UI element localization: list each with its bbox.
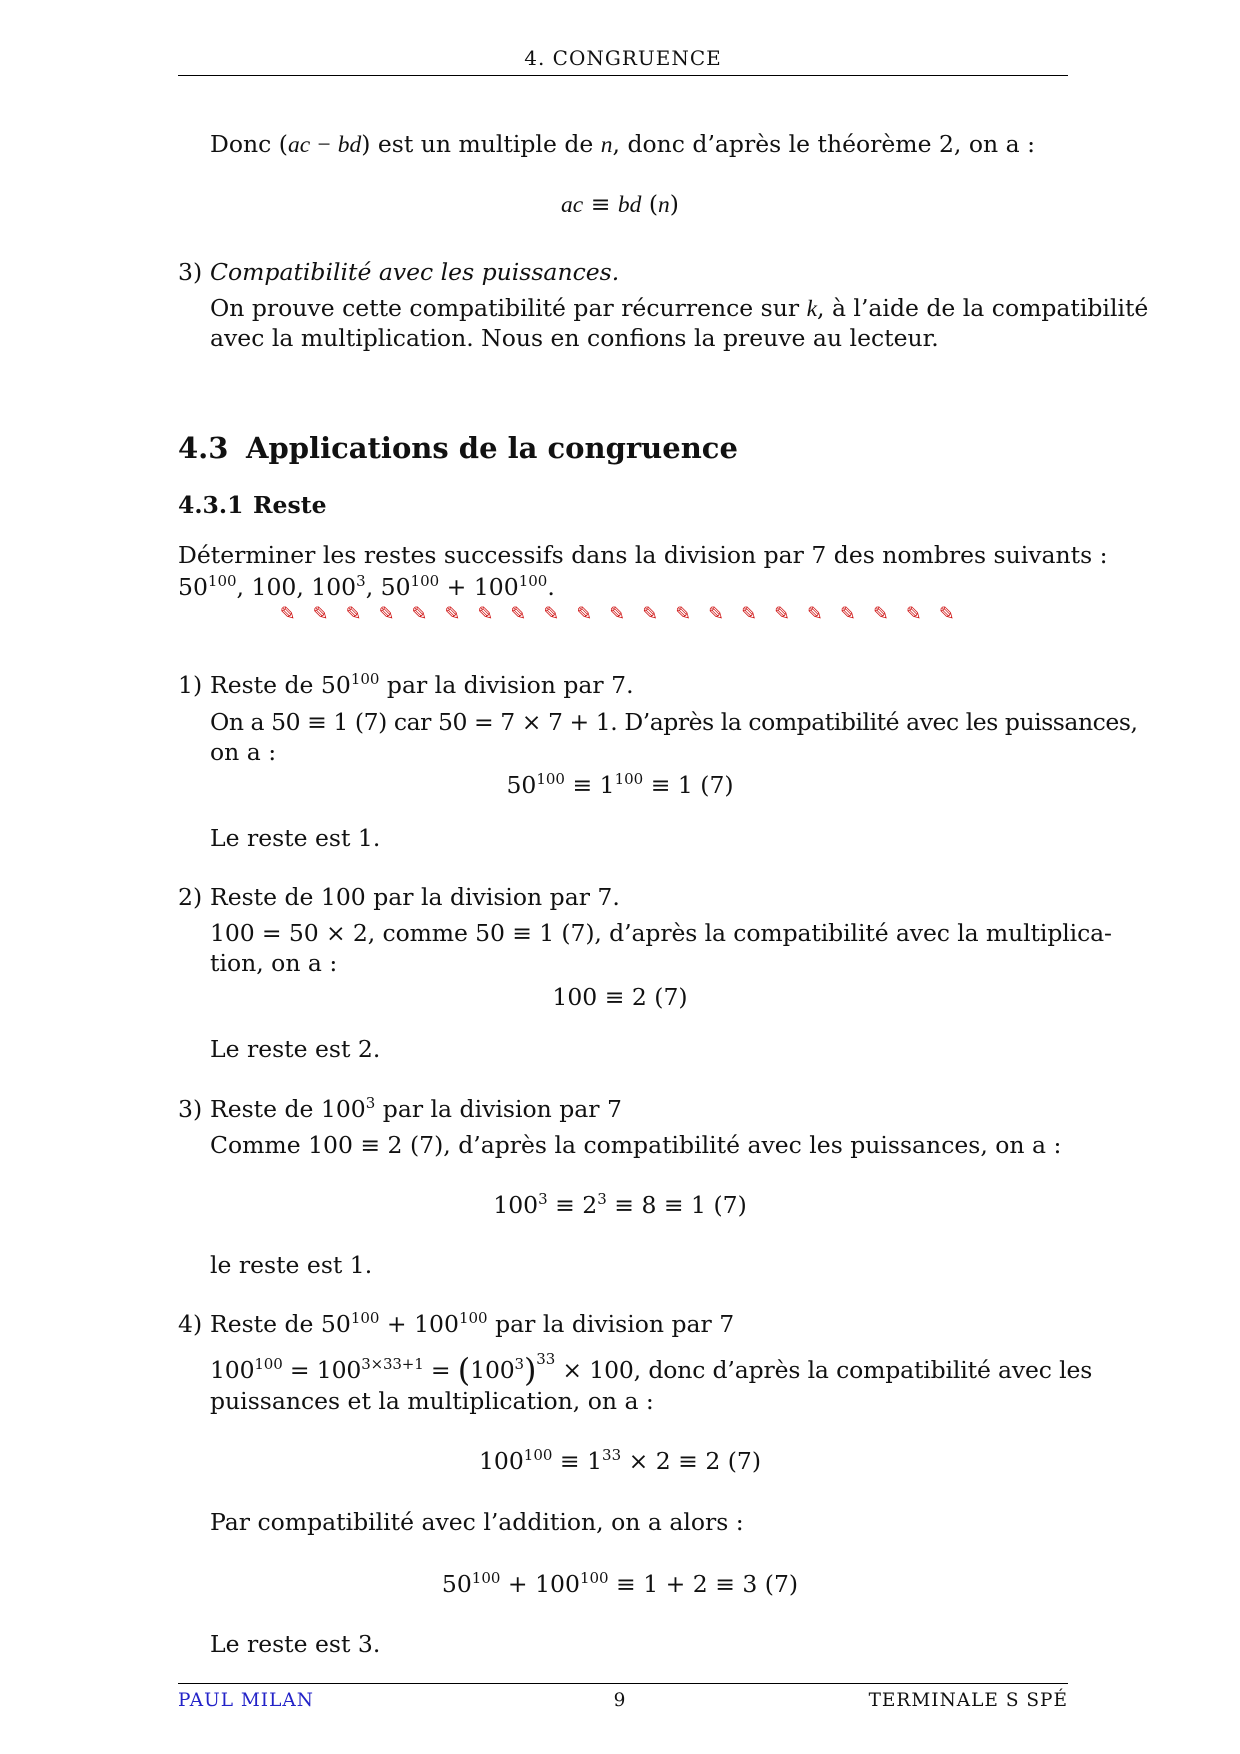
- question-number: 4): [178, 1310, 203, 1338]
- question-text-line: puissances et la multiplication, on a :: [210, 1387, 654, 1415]
- equation: $100^{100} \equiv 1^{33} \times 2 \equiv 2$ (7): [478, 1446, 762, 1475]
- item-text-line: avec la multiplication. Nous en confions la preuve au lecteur.: [210, 324, 939, 352]
- question-number: 2): [178, 883, 203, 911]
- pencil-separator: ✎ ✎ ✎ ✎ ✎ ✎ ✎ ✎ ✎ ✎ ✎ ✎ ✎ ✎ ✎ ✎ ✎ ✎ ✎ ✎ ✎: [279, 603, 961, 625]
- equation-ac-bd: ac ≡ bd (n): [561, 190, 679, 218]
- item-title: Compatibilité avec les puissances.: [210, 258, 620, 286]
- question-conclusion: Le reste est 3.: [210, 1630, 381, 1658]
- question-number: 1): [178, 671, 203, 699]
- question-text-line: tion, on a :: [210, 949, 338, 977]
- equation: $50^{100} + 100^{100} \equiv 1 + 2 \equiv 3$ (7): [441, 1569, 799, 1598]
- section-title: Applications de la congruence: [246, 431, 738, 465]
- question-text-line: On a 50 ≡ 1 (7) car 50 = 7 × 7 + 1. D’après la compatibilité avec les puissances,: [210, 708, 1138, 736]
- question-number: 3): [178, 1095, 203, 1123]
- question-text-line: $100^{100} = 100^{3\times 33+1} = (100^3)^{33} \times 100$, donc d’après la compatibilité avec les: [210, 1350, 1093, 1389]
- footer-author-link[interactable]: PAUL MILAN: [178, 1690, 314, 1711]
- equation: $50^{100} \equiv 1^{100} \equiv 1$ (7): [506, 770, 734, 799]
- item-text-line: On prouve cette compatibilité par récurrence sur k, à l’aide de la compatibilité: [210, 294, 1149, 322]
- question-text-line: on a :: [210, 738, 277, 766]
- exercise-numbers: $50^{100}$, 100, $100^3$, $50^{100} + 100^{100}$.: [178, 572, 555, 601]
- exercise-statement: Déterminer les restes successifs dans la division par 7 des nombres suivants :: [178, 541, 1108, 569]
- question-title: Reste de 100 par la division par 7.: [210, 883, 620, 911]
- header-rule: [178, 75, 1068, 76]
- question-conclusion: le reste est 1.: [210, 1251, 373, 1279]
- item-number: 3): [178, 258, 203, 286]
- question-title: Reste de $100^3$ par la division par 7: [210, 1094, 622, 1123]
- question-text-line: Par compatibilité avec l’addition, on a alors :: [210, 1508, 744, 1536]
- footer-rule: [178, 1683, 1068, 1684]
- section-number: 4.3: [178, 431, 229, 465]
- question-title: Reste de $50^{100}$ par la division par 7.: [210, 670, 634, 699]
- question-conclusion: Le reste est 2.: [210, 1035, 381, 1063]
- intro-paragraph: Donc (ac − bd) est un multiple de n, donc d’après le théorème 2, on a :: [210, 130, 1036, 158]
- footer-course: TERMINALE S SPÉ: [868, 1690, 1068, 1711]
- question-text-line: 100 = 50 × 2, comme 50 ≡ 1 (7), d’après la compatibilité avec la multiplica-: [210, 919, 1112, 947]
- equation: $100^3 \equiv 2^3 \equiv 8 \equiv 1$ (7): [493, 1190, 747, 1219]
- question-title: Reste de $50^{100} + 100^{100}$ par la division par 7: [210, 1309, 735, 1338]
- question-text-line: Comme 100 ≡ 2 (7), d’après la compatibilité avec les puissances, on a :: [210, 1131, 1062, 1159]
- footer-page-number: 9: [613, 1690, 627, 1711]
- subsection-title: Reste: [253, 491, 327, 519]
- equation: 100 ≡ 2 (7): [552, 983, 688, 1011]
- question-conclusion: Le reste est 1.: [210, 824, 381, 852]
- running-header: 4. CONGRUENCE: [524, 46, 722, 70]
- subsection-number: 4.3.1: [178, 491, 244, 519]
